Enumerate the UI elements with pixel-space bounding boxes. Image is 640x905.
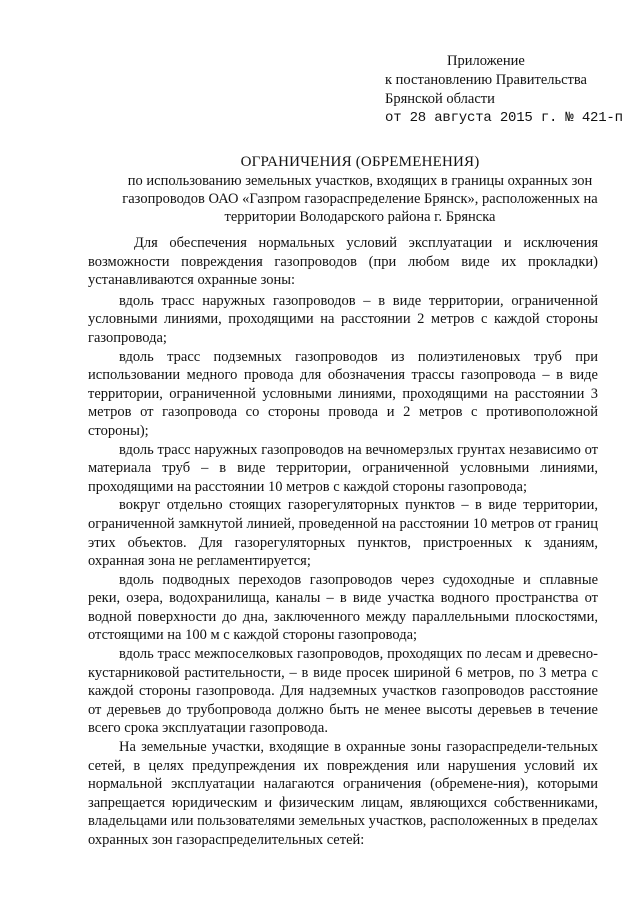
document-subtitle-line-3: территории Володарского района г. Брянска [224, 209, 496, 225]
paragraph-permafrost-pipelines: вдоль трасс наружных газопроводов на вечномерзлых грунтах независимо от материала труб – в виде территории, ограниченной условными линиями, проходящими на расстоянии 10 метров с каждой стороны газопровода; [88, 441, 598, 495]
document-heading [120, 152, 600, 226]
paragraph-underwater-crossings: вдоль подводных переходов газопроводов через судоходные и сплавные реки, озера, водохранилища, каналы – в виде участка водного пространства от водной поверхности до дна, заключенного между параллельными плоскостями, отстоящими на 100 м с каждой стороны газопровода; [88, 571, 598, 644]
document-subtitle-line-1: по использованию земельных участков, входящих в границы охранных зон [127, 173, 593, 189]
paragraph-underground-pipelines: вдоль трасс подземных газопроводов из полиэтиленовых труб при использовании медного провода для обозначения трассы газопровода – в виде территории, ограниченной условными линиями, проходящими на расстоянии 3 метров от газопровода со стороны провода и 2 метров с противоположной стороны); [88, 348, 598, 439]
document-body [88, 234, 598, 850]
annex-header [385, 52, 623, 128]
paragraph-land-restrictions: На земельные участки, входящие в охранные зоны газораспредели-тельных сетей, в целях предупреждения их повреждения или нарушения условий их нормальной эксплуатации налагаются ограничения (обремене-ния), которыми запрещается юридическим и физическим лицам, являющихся собственниками, владельцами или пользователями земельных участков, расположенных в пределах охранных зон газораспределительных сетей: [88, 739, 598, 848]
paragraph-outdoor-pipelines: вдоль трасс наружных газопроводов – в виде территории, ограниченной условными линиями, проходящими на расстоянии 2 метров с каждой стороны газопровода; [88, 292, 598, 346]
paragraph-intro: Для обеспечения нормальных условий эксплуатации и исключения возможности повреждения газопроводов (при любом виде их прокладки) устанавливаются охранные зоны: [88, 235, 598, 289]
annex-region: Брянской области [385, 91, 495, 107]
paragraph-intersettlement-pipelines: вдоль трасс межпоселковых газопроводов, проходящих по лесам и древесно-кустарниковой растительности, – в виде просек шириной 6 метров, по 3 метра с каждой стороны газопровода. Для надземных участков газопроводов расстояние от деревьев до трубопровода должно быть не менее высоты деревьев в течение всего срока эксплуатации газопровода. [88, 646, 598, 737]
paragraph-regulator-stations: вокруг отдельно стоящих газорегуляторных пунктов – в виде территории, ограниченной замкнутой линией, проведенной на расстоянии 10 метров от границ этих объектов. Для газорегуляторных пунктов, пристроенных к зданиям, охранная зона не регламентируется; [88, 497, 598, 570]
annex-title: Приложение [447, 53, 525, 69]
document-subtitle-line-2: газопроводов ОАО «Газпром газораспределение Брянск», расположенных на [122, 191, 598, 207]
document-title: ОГРАНИЧЕНИЯ (ОБРЕМЕНЕНИЯ) [240, 154, 480, 170]
annex-reference: к постановлению Правительства [385, 72, 587, 88]
annex-date-number: от 28 августа 2015 г. № 421-п [385, 110, 623, 126]
